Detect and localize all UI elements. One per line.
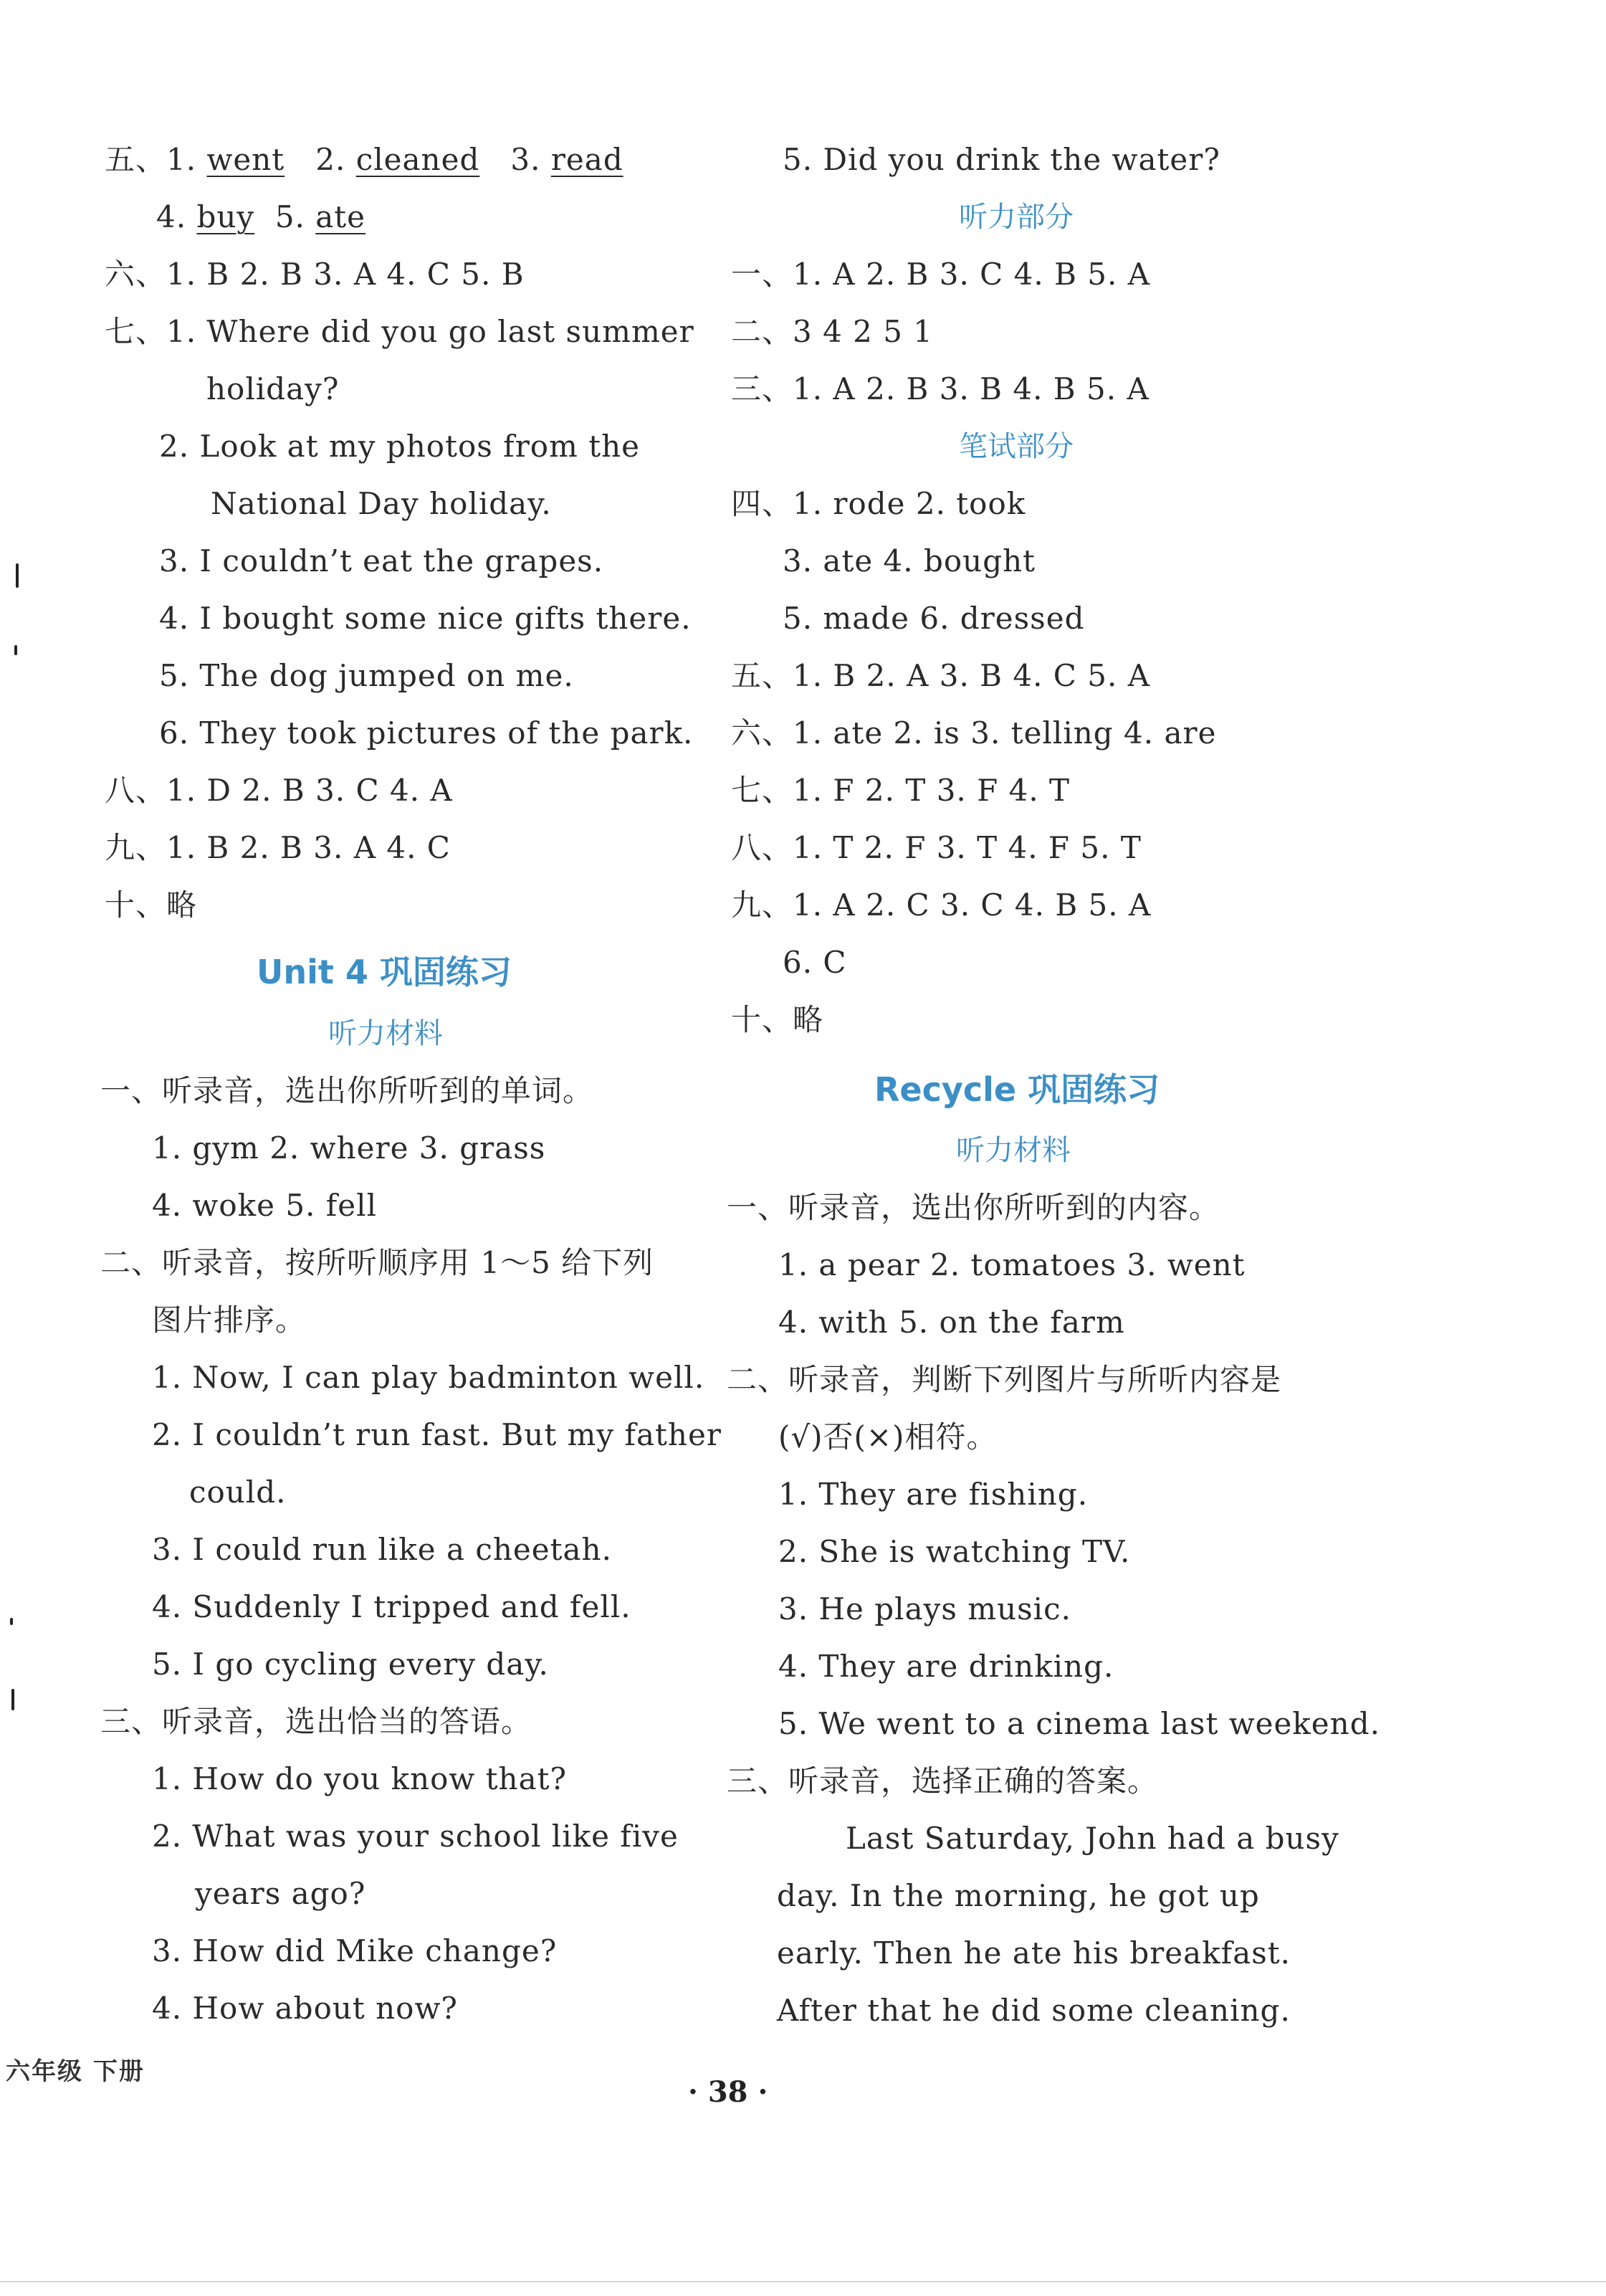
passage-line: After that he did some cleaning. xyxy=(777,1993,1291,2028)
script-line: 4. Suddenly I tripped and fell. xyxy=(152,1589,631,1624)
question-title: 一、听录音，选出你所听到的单词。 xyxy=(100,1073,594,1108)
answer-line: 八、1. T 2. F 3. T 4. F 5. T xyxy=(731,830,1142,865)
script-line: 3. He plays music. xyxy=(778,1591,1071,1626)
answer-line: 5. The dog jumped on me. xyxy=(159,658,574,693)
script-line: 1. How do you know that? xyxy=(152,1761,568,1796)
scan-mark xyxy=(16,563,19,588)
scan-mark xyxy=(10,1618,13,1625)
page-number: · 38 · xyxy=(688,2075,768,2109)
answer-line: holiday? xyxy=(206,371,340,406)
answer-line: 3. I couldn’t eat the grapes. xyxy=(159,543,604,578)
answer-line: 九、1. B 2. B 3. A 4. C xyxy=(105,830,451,865)
answer-line: 一、1. A 2. B 3. C 4. B 5. A xyxy=(731,257,1151,292)
scan-mark xyxy=(14,645,17,655)
filled-answer: went xyxy=(206,142,285,177)
script-line: 4. How about now? xyxy=(152,1991,458,2026)
answer-line: 九、1. A 2. C 3. C 4. B 5. A xyxy=(731,887,1152,923)
question-title: (√)否(×)相符。 xyxy=(778,1419,998,1454)
answer-line: 4. woke 5. fell xyxy=(152,1188,378,1223)
section-subtitle: 听力材料 xyxy=(956,1134,1071,1167)
grade-label: 六年级 下册 xyxy=(6,2057,145,2086)
filled-answer: read xyxy=(550,142,623,177)
answer-line: 三、1. A 2. B 3. B 4. B 5. A xyxy=(731,371,1149,406)
answer-line: 五、1. went 2. cleaned 3. read xyxy=(105,142,623,177)
answer-line: 八、1. D 2. B 3. C 4. A xyxy=(105,773,453,808)
filled-answer: cleaned xyxy=(355,142,480,177)
question-title: 图片排序。 xyxy=(152,1302,307,1338)
bottom-edge xyxy=(0,2281,1606,2282)
answer-line: 6. They took pictures of the park. xyxy=(159,715,694,751)
filled-answer: ate xyxy=(315,199,366,234)
answer-line: 七、1. Where did you go last summer xyxy=(105,314,694,349)
script-line: 1. Now, I can play badminton well. xyxy=(152,1360,705,1395)
script-line: 5. We went to a cinema last weekend. xyxy=(778,1706,1380,1741)
section-subtitle: 听力材料 xyxy=(328,1017,443,1050)
script-line: 3. How did Mike change? xyxy=(152,1933,558,1968)
answer-line: 十、略 xyxy=(731,1002,824,1037)
question-title: 二、听录音，按所听顺序用 1～5 给下列 xyxy=(100,1245,654,1280)
answer-line: 六、1. B 2. B 3. A 4. C 5. B xyxy=(105,257,525,292)
answer-line: 十、略 xyxy=(105,887,198,923)
answer-line: 5. made 6. dressed xyxy=(783,601,1085,636)
answer-line: 二、3 4 2 5 1 xyxy=(731,314,934,349)
script-line: 1. They are fishing. xyxy=(778,1477,1089,1512)
answer-line: 四、1. rode 2. took xyxy=(731,486,1026,521)
question-title: 二、听录音，判断下列图片与所听内容是 xyxy=(727,1362,1282,1397)
passage-line: day. In the morning, he got up xyxy=(777,1878,1260,1913)
answer-line: National Day holiday. xyxy=(211,486,552,521)
script-line: could. xyxy=(189,1475,287,1510)
answer-line: 1. gym 2. where 3. grass xyxy=(152,1130,546,1166)
answer-line: 4. with 5. on the farm xyxy=(778,1305,1125,1340)
script-line: 5. Did you drink the water? xyxy=(783,142,1220,177)
answer-line: 五、1. B 2. A 3. B 4. C 5. A xyxy=(731,658,1151,693)
answer-line: 2. Look at my photos from the xyxy=(159,429,641,464)
answer-line: 4. I bought some nice gifts there. xyxy=(159,601,692,636)
script-line: years ago? xyxy=(195,1876,366,1911)
answer-line: 4. buy 5. ate xyxy=(156,199,366,234)
script-line: 5. I go cycling every day. xyxy=(152,1647,549,1682)
script-line: 3. I could run like a cheetah. xyxy=(152,1532,612,1567)
script-line: 2. She is watching TV. xyxy=(778,1534,1131,1569)
passage-line: Last Saturday, John had a busy xyxy=(846,1821,1339,1856)
section-subtitle: 听力部分 xyxy=(959,201,1074,234)
answer-line: 3. ate 4. bought xyxy=(783,543,1036,578)
scan-mark xyxy=(11,1689,14,1710)
question-title: 一、听录音，选出你所听到的内容。 xyxy=(727,1190,1220,1225)
filled-answer: buy xyxy=(196,199,255,234)
section-title: Recycle 巩固练习 xyxy=(874,1070,1160,1109)
script-line: 2. What was your school like five xyxy=(152,1819,679,1854)
answer-line: 6. C xyxy=(783,945,847,980)
question-title: 三、听录音，选择正确的答案。 xyxy=(727,1763,1159,1799)
script-line: 2. I couldn’t run fast. But my father xyxy=(152,1417,722,1452)
section-subtitle: 笔试部分 xyxy=(959,430,1074,463)
passage-line: early. Then he ate his breakfast. xyxy=(777,1935,1291,1971)
section-title: Unit 4 巩固练习 xyxy=(257,953,512,991)
answer-line: 七、1. F 2. T 3. F 4. T xyxy=(731,773,1071,808)
question-title: 三、听录音，选出恰当的答语。 xyxy=(100,1704,532,1739)
answer-line: 六、1. ate 2. is 3. telling 4. are xyxy=(731,715,1217,751)
script-line: 4. They are drinking. xyxy=(778,1649,1114,1684)
answer-line: 1. a pear 2. tomatoes 3. went xyxy=(778,1247,1246,1282)
